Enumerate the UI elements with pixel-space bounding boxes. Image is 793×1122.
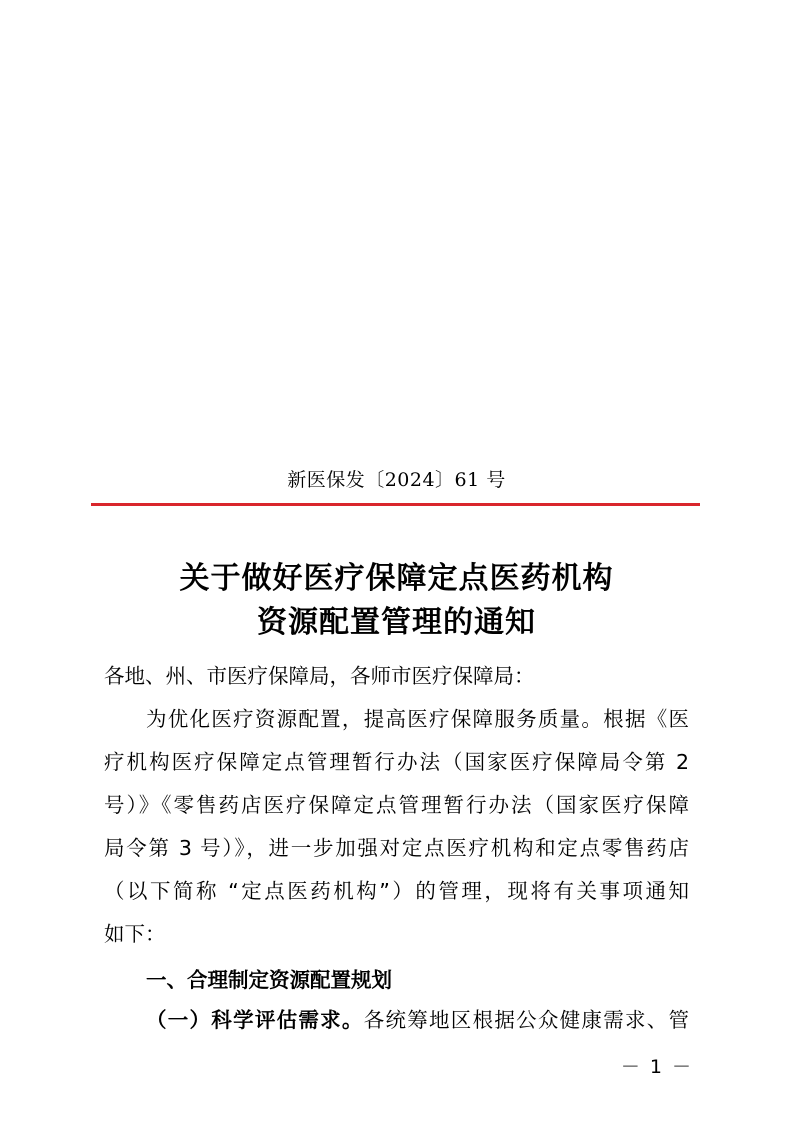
- paragraph-line: 号）》《零售药店医疗保障定点管理暂行办法（国家医疗保障: [104, 793, 689, 817]
- paragraph-line: 为优化医疗资源配置，提高医疗保障服务质量。根据《医: [146, 707, 689, 731]
- paragraph-line: 局令第 3 号）》，进一步加强对定点医疗机构和定点零售药店: [104, 836, 689, 860]
- paragraph-line: 如下：: [104, 922, 166, 946]
- document-title-line-2: 资源配置管理的通知: [257, 605, 536, 640]
- paragraph-line: （以下简称 “定点医药机构”）的管理，现将有关事项通知: [104, 879, 689, 903]
- page-number: － 1 －: [620, 1056, 693, 1078]
- salutation: 各地、州、市医疗保障局，各师市医疗保障局：: [104, 664, 535, 688]
- item-line: [146, 1006, 689, 1034]
- item-label: （一）科学评估需求。: [146, 1008, 364, 1032]
- document-number: 新医保发〔2024〕61 号: [287, 469, 506, 491]
- item-text: 各统筹地区根据公众健康需求、管: [363, 1008, 690, 1032]
- document-title-line-1: 关于做好医疗保障定点医药机构: [179, 561, 614, 596]
- paragraph-line: 疗机构医疗保障定点管理暂行办法（国家医疗保障局令第 2: [104, 750, 689, 774]
- red-divider: [91, 503, 700, 506]
- section-heading: 一、合理制定资源配置规划: [146, 968, 392, 992]
